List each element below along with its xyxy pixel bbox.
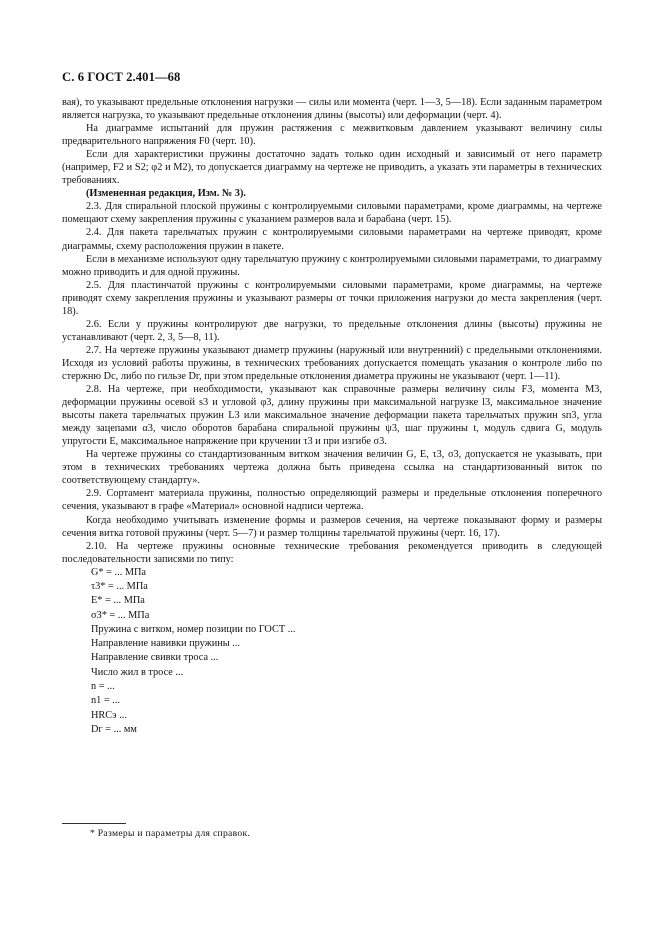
paragraph: 2.6. Если у пружины контролируют две нагрузки, то предельные отклонения длины (высоты) пружины не устанавливают (черт. 2, 3, 5—8, 11). — [62, 318, 602, 343]
requirement-item: n = ... — [91, 681, 115, 693]
requirements-list — [91, 566, 602, 738]
paragraph: 2.3. Для спиральной плоской пружины с контролируемыми силовыми параметрами, кроме диаграммы, на чертеже помещают схему закрепления пружины с указанием размеров вала и барабана (черт. 15). — [62, 201, 602, 226]
requirement-item: n1 = ... — [91, 695, 120, 707]
requirement-item: Направление навивки пружины ... — [91, 638, 240, 650]
paragraph: Если для характеристики пружины достаточно задать только один исходный и зависимый от него параметр (например, F2 и S2; φ2 и M2), то допускается диаграмму на чертеже не приводить, а указать эти параметры в технических требованиях. — [62, 149, 602, 187]
amendment-note: (Измененная редакция, Изм. № 3). — [86, 188, 246, 200]
footnote: * Размеры и параметры для справок. — [90, 828, 251, 839]
paragraph: вая), то указывают предельные отклонения нагрузки — силы или момента (черт. 1—3, 5—18). Если заданным параметром является нагрузка, то указывают предельные отклонения длины (высоты) или деформации (черт. 4). — [62, 97, 602, 122]
footnote-divider — [62, 823, 126, 824]
requirement-item: Направление свивки троса ... — [91, 652, 219, 664]
paragraph: На чертеже пружины со стандартизованным витком значения величин G, E, τ3, σ3, допускается не указывать, при этом в технических требованиях чертежа должна быть приведена ссылка на стандартизованный виток по соответствующему стандарту». — [62, 449, 602, 487]
requirement-item: Число жил в тросе ... — [91, 666, 184, 678]
paragraph: 2.10. На чертеже пружины основные технические требования рекомендуется приводить в следующей последовательности записями по типу: — [62, 540, 602, 565]
requirement-item: G* = ... МПа — [91, 566, 146, 578]
paragraph: Если в механизме используют одну тарельчатую пружину с контролируемыми силовыми параметрами, то диаграмму можно приводить и для одной пружины. — [62, 253, 602, 278]
paragraph: 2.7. На чертеже пружины указывают диаметр пружины (наружный или внутренний) с предельными отклонениями. Исходя из условий работы пружины, в технических требованиях допускается помещать указания о контроле либо по стержню Dс, либо по гильзе Dг, при этом предельные отклонения диаметра пружины не указывают (черт. 1—11). — [62, 344, 602, 382]
paragraph: 2.8. На чертеже, при необходимости, указывают как справочные размеры величину силы F3, момента M3, деформации пружины осевой s3 и угловой φ3, длину пружины при максимальной нагрузке l3, максимальное значение высоты пакета тарельчатых пружин L3 или максимальное значение деформации пакета тарельчатых пружин sп3, угла между зацепами α3, число оборотов барабана спиральной пружины ψ3, шаг пружины t, модуль сдвига G, модуль упругости E, максимальное напряжение при кручении τ3 и при изгибе σ3. — [62, 384, 602, 448]
requirement-item: τ3* = ... МПа — [91, 580, 148, 592]
document-body — [62, 96, 602, 737]
requirement-item: HRCэ ... — [91, 709, 127, 721]
requirement-item: Пружина с витком, номер позиции по ГОСТ ... — [91, 623, 296, 635]
paragraph: 2.9. Сортамент материала пружины, полностью определяющий размеры и предельные отклонения поперечного сечения, указывают в графе «Материал» основной надписи чертежа. — [62, 488, 602, 513]
requirement-item: σ3* = ... МПа — [91, 609, 150, 621]
paragraph: На диаграмме испытаний для пружин растяжения с межвитковым давлением указывают величину силы предварительного напряжения F0 (черт. 10). — [62, 123, 602, 148]
paragraph: 2.5. Для пластинчатой пружины с контролируемыми силовыми параметрами, кроме диаграммы, на чертеже приводят схему закрепления пружины и указывают размеры от точки приложения нагрузки до места закрепления (черт. 18). — [62, 279, 602, 317]
requirement-item: E* = ... МПа — [91, 595, 145, 607]
paragraph: Когда необходимо учитывать изменение формы и размеров сечения, на чертеже показывают форму и размеры сечения витка готовой пружины (черт. 5—7) и размер толщины тарельчатой пружины (черт. 16, 17). — [62, 514, 602, 539]
page-header: С. 6 ГОСТ 2.401—68 — [62, 70, 181, 84]
requirement-item: Dг = ... мм — [91, 723, 137, 735]
paragraph: 2.4. Для пакета тарельчатых пружин с контролируемыми силовыми параметрами на чертеже приводят, кроме диаграммы, схему расположения пружин в пакете. — [62, 227, 602, 252]
